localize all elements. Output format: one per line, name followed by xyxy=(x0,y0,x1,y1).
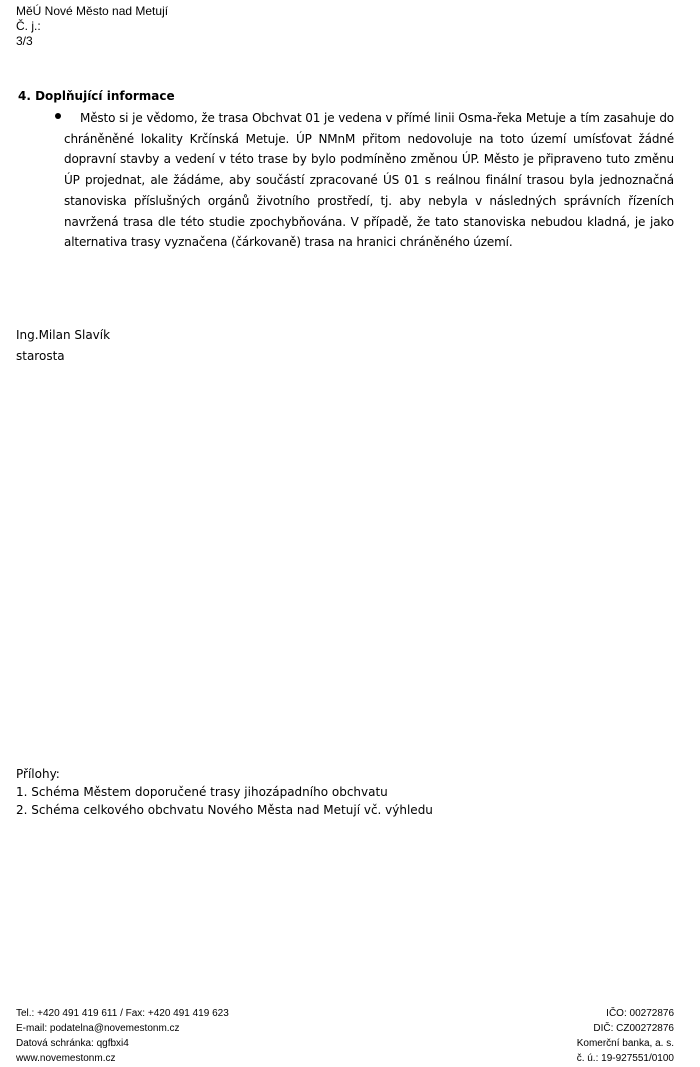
reference-number: Č. j.: xyxy=(16,19,41,33)
page-number: 3/3 xyxy=(16,34,33,48)
signatory-role: starosta xyxy=(16,349,65,363)
list-item xyxy=(16,108,676,253)
footer-dic: DIČ: CZ00272876 xyxy=(593,1023,674,1034)
office-name: MěÚ Nové Město nad Metují xyxy=(16,4,169,18)
attachment-item: 2. Schéma celkového obchvatu Nového Města nad Metují vč. výhledu xyxy=(16,803,433,817)
footer-company xyxy=(577,1006,674,1066)
footer-contact xyxy=(16,1006,229,1066)
additional-info-section xyxy=(16,88,676,253)
attachments-heading: Přílohy: xyxy=(16,767,60,781)
attachment-item: 1. Schéma Městem doporučené trasy jihozápadního obchvatu xyxy=(16,785,388,799)
signatory-name: Ing.Milan Slavík xyxy=(16,328,111,342)
footer-data-box: Datová schránka: qgfbxi4 xyxy=(16,1038,129,1049)
section-title: 4. Doplňující informace xyxy=(18,89,175,103)
footer-website: www.novemestonm.cz xyxy=(16,1053,116,1064)
signature-block xyxy=(16,325,110,367)
footer-bank: Komerční banka, a. s. xyxy=(576,1038,674,1049)
attachments-block xyxy=(16,765,433,819)
footer-phone: Tel.: +420 491 419 611 / Fax: +420 491 419 623 xyxy=(16,1008,229,1019)
footer-email: E-mail: podatelna@novemestonm.cz xyxy=(16,1023,180,1034)
footer-account: č. ú.: 19-927551/0100 xyxy=(576,1053,674,1064)
bullet-icon xyxy=(55,113,61,119)
bullet-paragraph: Město si je vědomo, že trasa Obchvat 01 je vedena v přímé linii Osma-řeka Metuje a tím zasahuje do chráněněné lokality Krčínská Metuje. ÚP NMnM přitom nedovoluje na toto území umísťovat žádné dopravní stavby a vedení v této trase by bylo podmíněno změnou ÚP. Město je připraveno tuto změnu ÚP projednat, ale žádáme, aby součástí zpracované ÚS 01 s reálnou finální trasou byla jednoznačná stanoviska příslušných orgánů životního prostředí, tj. aby nebyla v následných správních řízeních navržená trasa dle této studie zpochybňována. V případě, že tato stanoviska nebudou kladná, je jako alternativa trasy vyznačena (čárkovaně) trasa na hranici chráněného území. xyxy=(64,111,674,250)
document-header xyxy=(16,4,168,49)
footer-ico: IČO: 00272876 xyxy=(606,1008,674,1019)
